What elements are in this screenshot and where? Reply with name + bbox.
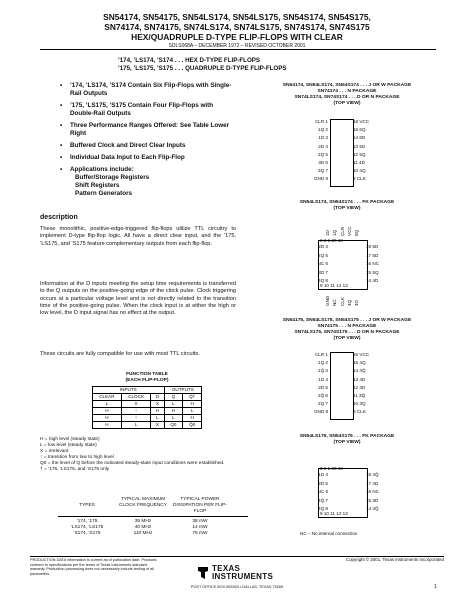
ft-cell: H: [93, 408, 122, 415]
nc-note: NC – No internal connection: [300, 531, 358, 536]
ft-col: D: [151, 394, 164, 401]
perf-cell: ’174, ’175: [76, 519, 98, 524]
pkg1-pin: 12 5Q: [353, 151, 366, 157]
pkg2-top-view: (TOP VIEW): [333, 206, 361, 211]
ft-cell: H: [164, 408, 183, 415]
subtitle-2: ’175, ’LS175, ’S175 . . . QUADRUPLE D-TYPE FLIP-FLOPS: [118, 65, 287, 72]
ti-logo-icon: [196, 566, 210, 580]
note: Q0 = the level of Q before the indicated steady-state input conditions were established.: [40, 461, 225, 466]
pkg3-pin: 1D 4: [318, 376, 328, 382]
pkg1-pin: 1D 3: [318, 135, 328, 141]
pkg2-bottom-label: 4D: [354, 300, 360, 306]
pkg1-pin: GND 8: [313, 176, 328, 182]
pkg4-pin: 18 4Q̄: [366, 472, 379, 477]
application-item: Pattern Generators: [75, 190, 133, 197]
notes: [40, 437, 236, 473]
pkg3-pin: 1Q 2: [318, 360, 328, 366]
feature-item: • Individual Data Input to Each Flip-Flop: [58, 154, 236, 162]
pkg3-title: [252, 318, 442, 342]
pkg2-pin: 17 5D: [366, 252, 379, 258]
page-number: 1: [434, 584, 437, 590]
pkg2-top-label: 1D: [325, 230, 330, 236]
pkg4-title: [252, 434, 442, 446]
pkg3-pin: 10 3Q: [353, 401, 366, 407]
pkg3-pin: GND 8: [313, 409, 328, 415]
pkg3-top-view: (TOP VIEW): [333, 336, 361, 341]
ft-outputs-header: OUTPUTS: [164, 387, 201, 394]
footer-address: POST OFFICE BOX 655303 • DALLAS, TEXAS 75265: [190, 585, 284, 589]
pkg4-pin: 2Q 8: [318, 506, 328, 511]
ft-col: Q: [164, 394, 183, 401]
pkg2-bottom-pin-numbers: 9 10 11 12 13: [320, 283, 348, 288]
pkg1-pin: 10 4Q: [353, 168, 366, 174]
perf-cell: ’LS174, ’LS175: [70, 525, 104, 530]
pkg1-pin: CLR 1: [314, 119, 328, 124]
ft-cell: H: [183, 401, 202, 408]
ft-cell: L: [183, 408, 202, 415]
subtitle-1: ’174, ’LS174, ’S174 . . . HEX D-TYPE FLIP-FLOPS: [118, 57, 261, 64]
pkg3-dip-body: [330, 352, 354, 420]
pkg2-bottom-label: NC: [332, 299, 338, 306]
pkg2-pin: 3Q 8: [318, 278, 328, 283]
ft-cell: L: [164, 401, 183, 408]
perf-cell: 35 MHz: [134, 519, 152, 524]
note: X = irrelevant: [40, 449, 69, 454]
pkg3-pin: 1Q̄ 3: [318, 368, 328, 374]
pkg4-pin: 17 4D: [366, 480, 379, 486]
pkg3-line1: SN54175, SN54LS175, SN54S175 . . . J OR W PACKAGE: [282, 318, 412, 323]
pkg4-top-view: (TOP VIEW): [333, 440, 361, 445]
ft-cell: X: [151, 401, 164, 408]
pkg2-top-pin-numbers: 3 2 1 20 19: [320, 238, 343, 243]
pkg4-pin: 2D 5: [318, 480, 328, 486]
function-table: [92, 386, 202, 429]
pkg1-dip-body: [330, 119, 354, 187]
header-rule: [40, 49, 436, 50]
pkg1-pin: 1Q 2: [318, 127, 328, 133]
description-p1: These monolithic, positive-edge-triggered flip-flops utilize TTL circuitry to implement D-type flip-flop logic. All have a direct clear input, and the ’175, ’LS175, and ’S175 feature complementary outputs from each flip-flop.: [40, 226, 236, 247]
pkg2-bottom-label: CLK: [339, 297, 345, 306]
perf-cell: 40 MHz: [134, 525, 152, 530]
title-line-2: SN74174, SN74175, SN74LS174, SN74LS175, SN74S174, SN74S175: [104, 22, 370, 32]
pkg3-pin: 2Q 7: [318, 401, 328, 407]
ft-cell: Q0: [164, 422, 183, 429]
pkg3-pin: 12 3D: [353, 384, 366, 390]
function-table-subtitle: (EACH FLIP-FLOP): [125, 378, 169, 383]
pkg4-pin: 15 3D: [366, 497, 379, 503]
pkg2-pin: 18 6D: [366, 244, 379, 249]
ft-cell: H: [93, 415, 122, 422]
pkg3-pin: 15 4Q: [353, 360, 366, 366]
pkg2-pin: 3D 7: [318, 269, 328, 275]
pkg4-pin: 16 NC: [366, 489, 380, 494]
pkg2-top-label: 6Q: [354, 229, 360, 236]
pkg4-pin: 2Q̄ 7: [318, 497, 328, 503]
ft-cell: L: [121, 422, 150, 429]
pkg1-line3: SN74LS174, SN74S174 . . . D OR N PACKAGE: [294, 95, 400, 100]
pkg3-pin: 16 VCC: [353, 352, 370, 357]
description-heading: description: [40, 214, 78, 221]
pkg2-top-labels: [325, 222, 360, 236]
pkg1-pin: 16 VCC: [353, 119, 370, 124]
pkg4-pin: 14 3Q̄: [366, 506, 379, 511]
ft-col: Q̄†: [183, 394, 202, 401]
note: † = ’175, ’LS175, and ’S175 only: [40, 467, 110, 472]
perf-cell: 14 mW: [192, 525, 208, 530]
pkg2-pin: NC 6: [317, 261, 328, 266]
ft-cell: X: [121, 401, 150, 408]
perf-cell: 75 mW: [192, 531, 208, 536]
note: ↑ = transition from low to high level: [40, 455, 114, 460]
application-item: Shift Registers: [75, 182, 120, 189]
pkg2-title: [252, 200, 442, 212]
pkg1-pin: 11 4D: [353, 160, 365, 165]
pkg3-pin: 2D 5: [318, 384, 328, 390]
note: H = high level (steady state): [40, 437, 100, 442]
pkg2-bottom-label: GND: [325, 295, 330, 306]
pkg3-line3: SN74LS175, SN74S175 . . . D OR N PACKAGE: [294, 330, 400, 335]
pkg1-line1: SN54174, SN54LS174, SN54S174 . . . J OR W PACKAGE: [282, 83, 412, 88]
pkg1-pin: 2D 4: [318, 143, 328, 149]
ft-cell: L: [93, 401, 122, 408]
applications-list: [70, 174, 236, 198]
revision-line: SDLS068A – DECEMBER 1972 – REVISED OCTOBER 2001: [168, 43, 306, 49]
pkg2-line1: SN54LS174, SN54S174 . . . FK PACKAGE: [299, 200, 395, 205]
pkg2-bottom-label: 4Q: [346, 299, 352, 306]
function-table-title: FUNCTION TABLE: [126, 372, 168, 377]
description-p2: Information at the D inputs meeting the setup time requirements is transferred to the Q outputs on the positive-going edge of the clock pulse. Clock triggering occurs at a particular voltage level and is not directly related to the transition time of the positive-going pulse. When the clock input is at either the high or low level, the D input signal has no effect at the output.: [40, 281, 236, 317]
pkg4-bottom-pin-numbers: 9 10 11 12 13: [320, 511, 348, 516]
pkg1-pin: 13 5D: [353, 143, 366, 149]
pkg2-pin: 14 4D: [366, 278, 379, 283]
feature-applications: Applications include:: [70, 166, 134, 173]
features-list: [58, 82, 236, 202]
pkg4-line1: SN54LS175, SN54S175 . . . FK PACKAGE: [299, 434, 395, 439]
pkg3-pin: 14 4Q̄: [353, 368, 366, 374]
ft-cell: X: [151, 422, 164, 429]
pkg2-bottom-labels: [325, 292, 360, 306]
pkg3-pin: 2Q̄ 6: [318, 393, 328, 398]
title-line-1: SN54174, SN54175, SN54LS174, SN54LS175, SN54S174, SN54S175,: [103, 12, 371, 22]
perf-header-clock: TYPICAL MAXIMUM CLOCK FREQUENCY: [119, 497, 167, 508]
ft-inputs-header: INPUTS: [93, 387, 165, 394]
feature-item: [58, 166, 236, 198]
table-row: [58, 531, 248, 537]
ft-cell: L: [151, 415, 164, 422]
ft-cell: H: [93, 422, 122, 429]
ft-cell: ↑: [121, 415, 150, 422]
pkg1-line2: SN74174 . . . N PACKAGE: [317, 89, 377, 94]
table-row: [93, 415, 202, 422]
pkg3-pin: 9 CLK: [353, 409, 366, 415]
table-row: [93, 408, 202, 415]
pkg3-pin: 13 4D: [353, 376, 366, 382]
title-line-3: HEX/QUADRUPLE D-TYPE FLIP-FLOPS WITH CLEAR: [131, 32, 343, 42]
feature-item: • Buffered Clock and Direct Clear Inputs: [58, 142, 236, 150]
feature-item: • ’174, ’LS174, ’S174 Contain Six Flip-Flops with Single-Rail Outputs: [58, 82, 236, 98]
table-row: [93, 401, 202, 408]
ft-cell: H: [151, 408, 164, 415]
pkg2-pin: 2D 4: [318, 244, 328, 249]
feature-item: • Three Performance Ranges Offered: See Table Lower Right: [58, 122, 236, 138]
perf-header-types: TYPES: [79, 503, 95, 508]
note: L = low level (steady state): [40, 443, 97, 448]
pkg1-pin: 9 CLK: [353, 176, 366, 182]
pkg2-pin: 2Q 5: [318, 252, 328, 258]
footer-copyright: Copyright © 2001, Texas Instruments Incorporated: [345, 557, 444, 562]
perf-table: [58, 497, 248, 537]
application-item: Buffer/Storage Registers: [75, 174, 150, 181]
ft-col: CLEAR: [93, 394, 122, 401]
perf-cell: 110 MHz: [133, 531, 153, 536]
pkg1-title: [252, 83, 442, 107]
pkg1-top-view: (TOP VIEW): [333, 101, 361, 106]
feature-item: • ’175, ’LS175, ’S175 Contain Four Flip-Flops with Double-Rail Outputs: [58, 102, 236, 118]
brand-instruments: INSTRUMENTS: [212, 572, 274, 581]
pkg2-pin: 15 5Q: [366, 269, 379, 275]
table-row: [93, 422, 202, 429]
pkg3-pin: CLR 1: [314, 352, 328, 357]
pkg2-top-label: 1Q: [332, 229, 338, 236]
pkg4-top-pin-numbers: 3 2 1 20 19: [320, 466, 343, 471]
pkg2-top-label: VCC: [346, 226, 352, 236]
perf-cell: 38 mW: [192, 519, 208, 524]
ft-cell: Q̄0: [183, 422, 202, 429]
pkg1-pin: 15 6Q: [353, 127, 366, 133]
pkg1-pin: 14 6D: [353, 135, 366, 141]
perf-cell: ’S174, ’S175: [73, 531, 101, 536]
footer-legal: PRODUCTION DATA information is current as of publication date. Products conform to specifications per the terms of Texas Instruments standard warranty. Production processing does not necessarily include testing of all parameters.: [30, 558, 157, 576]
pkg1-pin: 3Q 7: [318, 168, 328, 174]
pkg2-top-label: CLR: [339, 226, 345, 236]
pkg3-pin: 11 3Q̄: [353, 393, 366, 398]
pkg3-line2: SN74175 . . . N PACKAGE: [317, 324, 377, 329]
pkg1-pin: 2Q 5: [318, 151, 328, 157]
ft-cell: L: [164, 415, 183, 422]
pkg4-pin: 1D 4: [318, 472, 328, 477]
brand-texas: TEXAS: [212, 564, 241, 573]
pkg4-pin: NC 6: [317, 489, 328, 494]
ft-col: CLOCK: [121, 394, 150, 401]
ft-cell: H: [183, 415, 202, 422]
pkg2-pin: 16 NC: [366, 261, 380, 266]
ft-cell: ↑: [121, 408, 150, 415]
description-p3: These circuits are fully compatible for use with most TTL circuits.: [40, 351, 200, 357]
pkg1-pin: 3D 6: [318, 160, 328, 165]
perf-header-power: TYPICAL POWER DISSIPATION PER FLIP-FLOP: [173, 497, 227, 514]
